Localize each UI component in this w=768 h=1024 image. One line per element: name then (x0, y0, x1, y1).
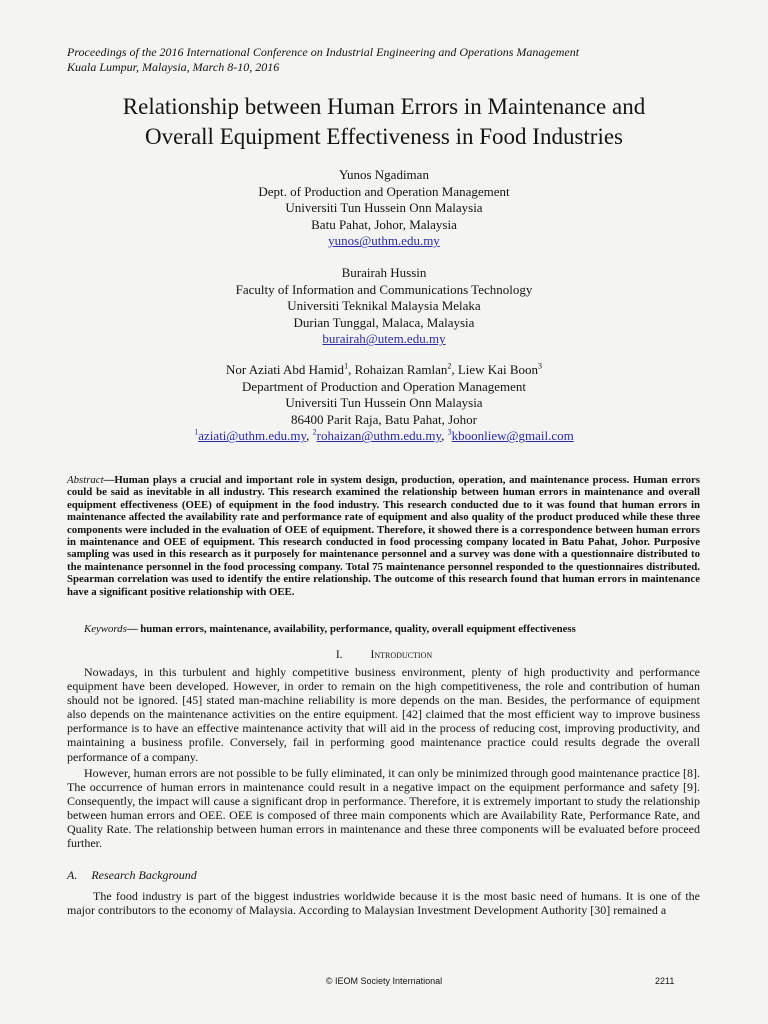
author-university: Universiti Tun Hussein Onn Malaysia (285, 395, 483, 411)
body-paragraph: However, human errors are not possible to be fully eliminated, it can only be minimized through good maintenance practice [8]. The occurrence of human errors in maintenance could result in a negative impact on the equipment performance and safety [9]. Consequently, the impact will cause a significant drop in performance. Therefore, it is extremely important to study the relationship between human errors and OEE. OEE is composed of three main components which are Availability Rate, Performance Rate, and Quality Rate. The relationship between human errors in maintenance and these three components will be evaluated before proceed further. (67, 765, 700, 851)
subsection-heading-research-background (67, 868, 667, 882)
body-paragraph: Nowadays, in this turbulent and highly competitive business environment, plenty of high productivity and performance equipment have been developed. However, in order to remain on the high competitiveness, the role and contribution of human should not be ignored. [45] stated man-machine reliability is more depends on the man. Besides, the performance of equipment also depends on the maintenance activities on the entire equipment. [42] claimed that the most efficient way to improve business performance is to have an effective maintenance activity that will aid in the process of reducing cost, improving productivity, and maintaining a business profile. Conversely, fail in performing good maintenance practice could results degrade the overall performance of a company. (67, 665, 700, 764)
body-paragraph: The food industry is part of the biggest industries worldwide because it is the most basic need of humans. It is one of the major contributors to the economy of Malaysia. According to Malaysian Investment Development Authority [30] remained a (67, 889, 700, 918)
section-title: Introduction (370, 649, 433, 661)
email-superscript: 1 (194, 428, 199, 438)
proceedings-header (67, 45, 707, 75)
author-department: Dept. of Production and Operation Management (258, 183, 510, 199)
page-number: 2211 (655, 976, 675, 986)
keywords-text: — human errors, maintenance, availability, performance, quality, overall equipment effectiveness (126, 623, 576, 635)
affiliation-superscript: 2 (447, 361, 452, 371)
name-separator: , (348, 362, 355, 377)
author-name: Rohaizan Ramlan (354, 362, 448, 377)
author-name: Nor Aziati Abd Hamid (225, 362, 345, 377)
email-separator: , (441, 428, 448, 444)
keywords (84, 623, 704, 636)
author-email-link[interactable]: burairah@utem.edu.my (322, 331, 446, 347)
introduction-body (67, 665, 700, 850)
author-email-link[interactable]: aziati@uthm.edu.my (198, 428, 307, 444)
author-block-1 (84, 167, 684, 250)
abstract-label: Abstract (67, 474, 104, 486)
email-superscript: 3 (447, 428, 452, 438)
author-name: Yunos Ngadiman (339, 167, 429, 182)
paper-title-line-1: Relationship between Human Errors in Maintenance and (122, 94, 646, 119)
paper-title (40, 92, 728, 152)
subsection-letter: A. (67, 868, 78, 882)
section-number: I. (335, 649, 343, 661)
author-address: Durian Tunggal, Malaca, Malaysia (293, 314, 475, 330)
author-name: Burairah Hussin (341, 265, 427, 280)
author-block-3 (84, 362, 684, 445)
author-email-link[interactable]: rohaizan@uthm.edu.my (316, 428, 442, 444)
proceedings-location: Kuala Lumpur, Malaysia, March 8-10, 2016 (67, 60, 280, 74)
affiliation-superscript: 1 (344, 361, 349, 371)
author-department: Department of Production and Operation Management (241, 378, 527, 394)
section-heading-introduction (0, 648, 768, 662)
abstract-text: —Human plays a crucial and important role in system design, production, operation, and maintenance process. Human errors could be said as inevitable in all industry. This research examined the relationship between human errors in maintenance and overall equipment effectiveness (OEE) of equipment in the food industry. This research conducted due to it was found that human errors in maintenance affected the availability rate and performance rate of equipment and also quality of the product produced while these three components were included in the evaluation of OEE of equipment. Therefore, it showed there is a correspondence between human errors in maintenance and OEE of equipment. This research conducted in food processing company located in Batu Pahat, Johor. Purposive sampling was used in this research as it purposely for maintenance personnel and a survey was done with a questionnaire distributed to the maintenance personnel in the food processing company. Total 75 maintenance personnel responded to the questionnaires distributed. Spearman correlation was used to identify the entire relationship. The outcome of this research found that human errors in maintenance have a significant positive relationship with OEE. (67, 474, 700, 598)
keywords-label: Keywords (84, 623, 127, 635)
subsection-title: Research Background (91, 868, 197, 882)
email-superscript: 2 (312, 428, 317, 438)
author-address: 86400 Parit Raja, Batu Pahat, Johor (291, 411, 477, 427)
author-university: Universiti Teknikal Malaysia Melaka (287, 298, 481, 314)
proceedings-title: Proceedings of the 2016 International Conference on Industrial Engineering and Operations Management (67, 45, 580, 59)
author-department: Faculty of Information and Communications Technology (235, 281, 533, 297)
affiliation-superscript: 3 (538, 361, 542, 371)
author-emails-row (84, 428, 684, 445)
footer-copyright: © IEOM Society International (325, 976, 443, 986)
author-name: Liew Kai Boon (457, 362, 538, 377)
email-separator: , (306, 428, 313, 444)
research-background-body (67, 889, 700, 917)
author-university: Universiti Tun Hussein Onn Malaysia (285, 200, 483, 216)
author-block-2 (84, 265, 684, 348)
author-email-link[interactable]: kboonliew@gmail.com (451, 428, 574, 444)
author-address: Batu Pahat, Johor, Malaysia (311, 216, 457, 232)
abstract (67, 474, 700, 598)
author-names-row (84, 362, 684, 379)
author-email-link[interactable]: yunos@uthm.edu.my (328, 233, 440, 249)
name-separator: , (451, 362, 458, 377)
paper-title-line-2: Overall Equipment Effectiveness in Food Industries (144, 124, 623, 149)
